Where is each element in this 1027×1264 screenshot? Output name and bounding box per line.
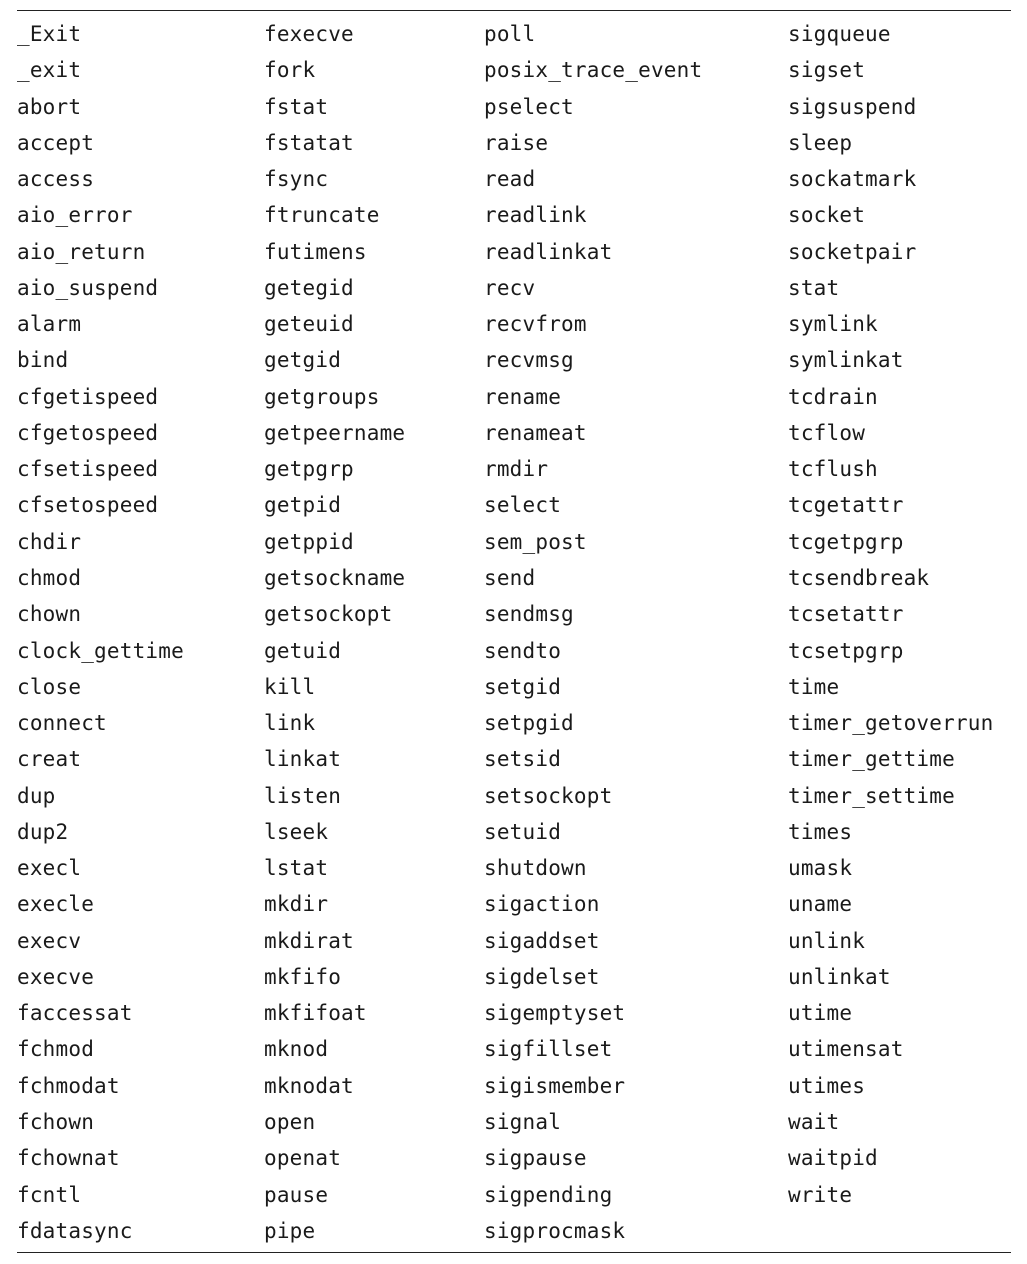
table-cell: timer_settime [788,783,955,808]
table-cell: kill [264,674,316,699]
table-cell: sigemptyset [484,1001,626,1026]
table-cell: close [17,674,82,699]
table-cell: tcflow [788,420,866,445]
table-cell: mknod [264,1037,329,1062]
table-cell: sendmsg [484,602,574,627]
table-cell: setuid [484,819,562,844]
table-cell: cfgetospeed [17,420,159,445]
table-cell: getsockopt [264,602,393,627]
table-cell: cfsetospeed [17,493,159,518]
table-cell: getuid [264,638,342,663]
table-cell: fcntl [17,1182,82,1207]
table-cell: abort [17,94,82,119]
table-cell: futimens [264,239,367,264]
table-cell: sigismember [484,1073,626,1098]
table-cell: aio_error [17,203,133,228]
table-cell: bind [17,348,69,373]
table-cell: sigqueue [788,22,891,46]
table-cell: rename [484,384,562,409]
table-cell: setpgid [484,711,574,736]
table-cell: pselect [484,94,574,119]
table-cell: _exit [17,58,82,83]
table-cell: readlinkat [484,239,613,264]
table-cell: sockatmark [788,167,917,192]
table-cell: sigset [788,58,866,83]
table-cell: listen [264,783,342,808]
table-cell: getgid [264,348,342,373]
table-cell: chmod [17,565,82,590]
table-cell: getpid [264,493,342,518]
table-cell: unlinkat [788,964,891,989]
table-cell: mkdir [264,892,329,917]
table-cell: wait [788,1109,840,1134]
table-cell: fchown [17,1109,95,1134]
table-cell: aio_suspend [17,275,159,300]
table-cell: shutdown [484,856,587,881]
table-cell: recv [484,275,536,300]
table-cell: mkfifoat [264,1001,367,1026]
table-cell: execl [17,856,82,881]
table-column-3 [484,16,702,1249]
table-cell: times [788,819,853,844]
table-cell: tcgetattr [788,493,904,518]
table-cell: sigdelset [484,964,600,989]
table-cell: connect [17,711,107,736]
table-cell: time [788,674,840,699]
table-cell: sleep [788,130,853,155]
table-cell: socket [788,203,866,228]
table-cell: execve [17,964,95,989]
table-cell: _Exit [17,22,82,46]
table-cell: link [264,711,316,736]
table-cell: getgroups [264,384,380,409]
table-cell: send [484,565,536,590]
table-cell: utimes [788,1073,866,1098]
table-cell: aio_return [17,239,146,264]
table-cell: creat [17,747,82,772]
table-cell: cfgetispeed [17,384,159,409]
table-bottom-rule [17,1252,1011,1253]
table-cell: timer_getoverrun [788,711,994,736]
table-cell: read [484,167,536,192]
table-cell: pipe [264,1218,316,1243]
table-cell: sigsuspend [788,94,917,119]
table-cell: renameat [484,420,587,445]
table-cell: open [264,1109,316,1134]
table-cell: socketpair [788,239,917,264]
table-cell: tcsendbreak [788,565,930,590]
table-cell: fdatasync [17,1218,133,1243]
table-cell: accept [17,130,95,155]
table-cell: setsockopt [484,783,613,808]
table-cell: sigfillset [484,1037,613,1062]
table-cell: lseek [264,819,329,844]
table-cell: openat [264,1146,342,1171]
table-cell: sigprocmask [484,1218,626,1243]
table-cell: symlink [788,312,878,337]
table-cell: tcgetpgrp [788,529,904,554]
table-cell: recvmsg [484,348,574,373]
table-cell: waitpid [788,1146,878,1171]
table-cell: fchmodat [17,1073,120,1098]
table-cell: posix_trace_event [484,58,703,83]
table-cell: access [17,167,95,192]
table-column-1 [17,16,184,1249]
table-cell: rmdir [484,457,549,482]
table-cell: readlink [484,203,587,228]
table-column-4 [788,16,994,1213]
table-cell: dup [17,783,56,808]
table-cell: umask [788,856,853,881]
table-cell: getsockname [264,565,406,590]
table-cell: ftruncate [264,203,380,228]
table-cell: stat [788,275,840,300]
table-cell: faccessat [17,1001,133,1026]
table-cell: cfsetispeed [17,457,159,482]
table-cell: fsync [264,167,329,192]
table-cell: mknodat [264,1073,354,1098]
table-cell: sendto [484,638,562,663]
table-cell: getppid [264,529,354,554]
table-cell: tcflush [788,457,878,482]
table-cell: pause [264,1182,329,1207]
table-cell: fstat [264,94,329,119]
table-cell: fexecve [264,22,354,46]
table-cell: clock_gettime [17,638,184,663]
table-cell: sigpending [484,1182,613,1207]
table-cell: getpeername [264,420,406,445]
table-cell: write [788,1182,853,1207]
table-cell: recvfrom [484,312,587,337]
table-cell: mkfifo [264,964,342,989]
table-cell: timer_gettime [788,747,955,772]
table-cell: execle [17,892,95,917]
table-cell: fchmod [17,1037,95,1062]
table-cell: unlink [788,928,866,953]
table-cell: signal [484,1109,562,1134]
table-cell: symlinkat [788,348,904,373]
table-cell: linkat [264,747,342,772]
table-cell: uname [788,892,853,917]
table-cell: alarm [17,312,82,337]
table-cell: select [484,493,562,518]
table-cell: mkdirat [264,928,354,953]
table-top-rule [17,10,1011,11]
table-cell: setsid [484,747,562,772]
table-cell: execv [17,928,82,953]
table-cell: sigaddset [484,928,600,953]
table-cell: raise [484,130,549,155]
table-cell: tcdrain [788,384,878,409]
table-cell: getpgrp [264,457,354,482]
function-list-table [17,16,1025,1246]
table-column-2 [264,16,405,1249]
table-cell: getegid [264,275,354,300]
table-cell: lstat [264,856,329,881]
table-cell: fstatat [264,130,354,155]
table-cell: tcsetpgrp [788,638,904,663]
table-cell: fchownat [17,1146,120,1171]
table-cell: geteuid [264,312,354,337]
table-cell: sem_post [484,529,587,554]
table-cell: fork [264,58,316,83]
table-cell: chdir [17,529,82,554]
table-cell: poll [484,22,536,46]
table-cell: utime [788,1001,853,1026]
table-cell: sigpause [484,1146,587,1171]
table-cell: tcsetattr [788,602,904,627]
table-cell: chown [17,602,82,627]
table-cell: dup2 [17,819,69,844]
table-cell: sigaction [484,892,600,917]
table-cell: setgid [484,674,562,699]
table-cell: utimensat [788,1037,904,1062]
